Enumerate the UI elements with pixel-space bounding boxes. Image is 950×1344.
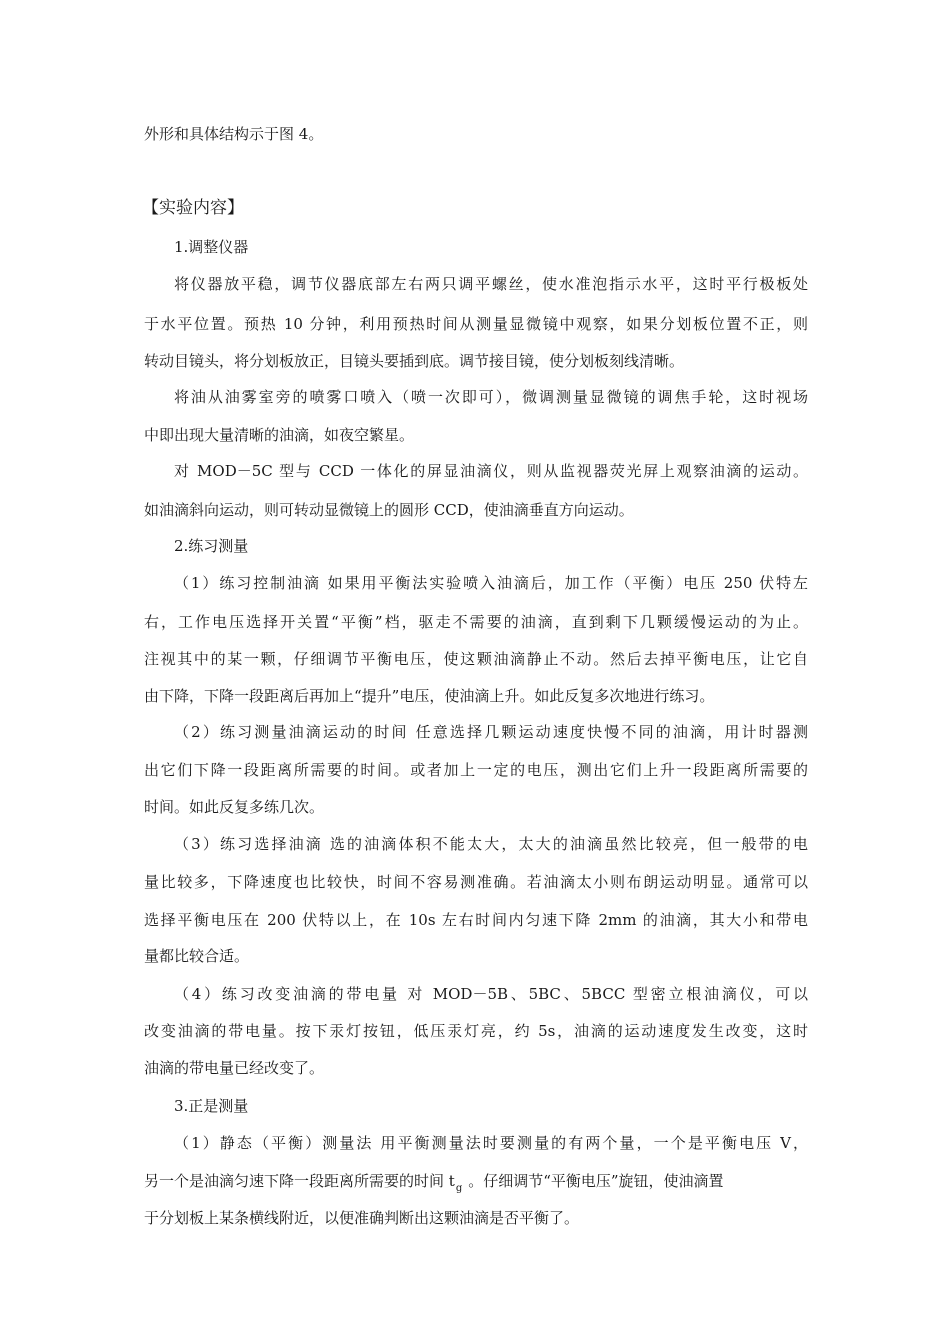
subscript-g: g <box>455 1183 463 1194</box>
subheading-measure: 3.正是测量 <box>174 1097 249 1115</box>
paragraph-line: 选择平衡电压在 200 伏特以上，在 10s 左右时间内匀速下降 2mm 的油滴，其大小和带电 <box>144 911 808 929</box>
paragraph-line: 如油滴斜向运动，则可转动显微镜上的圆形 CCD，使油滴垂直方向运动。 <box>144 501 634 519</box>
paragraph-line: （1）练习控制油滴 如果用平衡法实验喷入油滴后，加工作（平衡）电压 250 伏特左 <box>174 574 808 592</box>
paragraph-line: 量都比较合适。 <box>144 947 250 965</box>
paragraph-line: （2）练习测量油滴运动的时间 任意选择几颗运动速度快慢不同的油滴，用计时器测 <box>174 723 808 741</box>
paragraph-line: 注视其中的某一颗，仔细调节平衡电压，使这颗油滴静止不动。然后去掉平衡电压，让它自 <box>144 650 808 668</box>
section-heading: 【实验内容】 <box>142 198 244 218</box>
paragraph-line: 右，工作电压选择开关置“平衡”档，驱走不需要的油滴，直到剩下几颗缓慢运动的为止。 <box>144 613 808 631</box>
paragraph-line: 油滴的带电量已经改变了。 <box>144 1059 325 1077</box>
paragraph-line: （3）练习选择油滴 选的油滴体积不能太大，太大的油滴虽然比较亮，但一般带的电 <box>174 835 808 853</box>
paragraph-line: （1）静态（平衡）测量法 用平衡测量法时要测量的有两个量，一个是平衡电压 V， <box>174 1134 808 1152</box>
paragraph-line: 出它们下降一段距离所需要的时间。或者加上一定的电压，测出它们上升一段距离所需要的 <box>144 761 808 779</box>
paragraph-line: 于水平位置。预热 10 分钟，利用预热时间从测量显微镜中观察，如果分划板位置不正，则 <box>144 315 808 333</box>
paragraph-line: 改变油滴的带电量。按下汞灯按钮，低压汞灯亮，约 5s，油滴的运动速度发生改变，这时 <box>144 1022 808 1040</box>
text-fragment: 另一个是油滴匀速下降一段距离所需要的时间 t <box>144 1172 455 1190</box>
paragraph-line: 将仪器放平稳，调节仪器底部左右两只调平螺丝，使水准泡指示水平，这时平行极板处 <box>174 275 808 293</box>
text-fragment: 。仔细调节“平衡电压”旋钮，使油滴置 <box>468 1172 724 1190</box>
paragraph-line: 由下降，下降一段距离后再加上“提升”电压，使油滴上升。如此反复多次地进行练习。 <box>144 687 715 705</box>
paragraph-line: 将油从油雾室旁的喷雾口喷入（喷一次即可），微调测量显微镜的调焦手轮，这时视场 <box>174 388 808 406</box>
subheading-adjust: 1.调整仪器 <box>174 238 249 256</box>
intro-line: 外形和具体结构示于图 4。 <box>144 125 324 143</box>
paragraph-line: （4）练习改变油滴的带电量 对 MOD－5B、5BC、5BCC 型密立根油滴仪，可以 <box>174 985 808 1003</box>
paragraph-line: 转动目镜头，将分划板放正，目镜头要插到底。调节接目镜，使分划板刻线清晰。 <box>144 352 685 370</box>
paragraph-line: 对 MOD－5C 型与 CCD 一体化的屏显油滴仪，则从监视器荧光屏上观察油滴的运动。 <box>174 462 808 480</box>
paragraph-line-with-subscript <box>144 1171 808 1194</box>
paragraph-line: 量比较多，下降速度也比较快，时间不容易测准确。若油滴太小则布朗运动明显。通常可以 <box>144 873 808 891</box>
subheading-practice: 2.练习测量 <box>174 537 249 555</box>
paragraph-line: 时间。如此反复多练几次。 <box>144 798 325 816</box>
paragraph-line: 于分划板上某条横线附近，以便准确判断出这颗油滴是否平衡了。 <box>144 1209 580 1227</box>
paragraph-line: 中即出现大量清晰的油滴，如夜空繁星。 <box>144 426 415 444</box>
